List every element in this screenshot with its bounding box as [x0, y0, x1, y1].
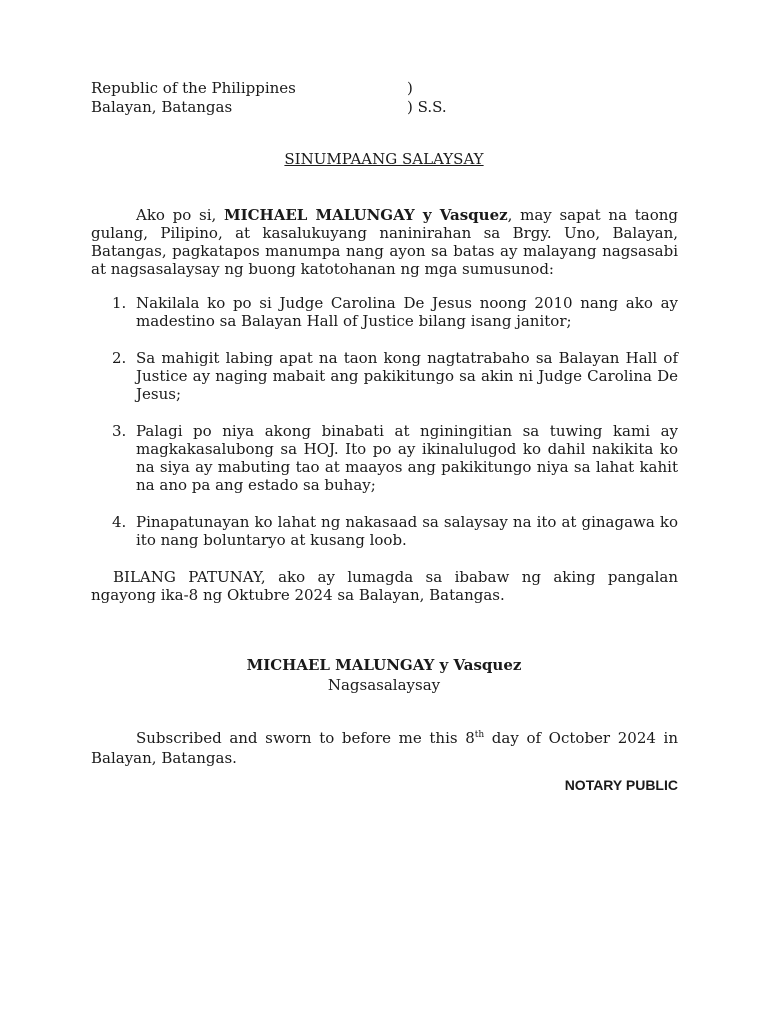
list-item	[91, 294, 678, 330]
list-item	[91, 422, 678, 494]
venue-country-paren: )	[407, 79, 413, 97]
list-item-number: 2.	[112, 349, 127, 367]
attestation-paragraph: BILANG PATUNAY, ako ay lumagda sa ibabaw ng aking pangalan ngayong ika-8 ng Oktubre 2024 sa Balayan, Batangas.	[91, 568, 678, 604]
list-item-number: 3.	[112, 422, 127, 440]
jurat-ordinal-suffix: th	[474, 730, 485, 740]
intro-prefix: Ako po si,	[136, 206, 224, 224]
list-item-number: 4.	[112, 513, 127, 531]
list-item	[91, 513, 678, 549]
list-item-text: Sa mahigit labing apat na taon kong nagtatrabaho sa Balayan Hall of Justice ay naging mabait ang pakikitungo sa akin ni Judge Carolina De Jesus;	[136, 349, 678, 403]
affiant-name-inline: MICHAEL MALUNGAY y Vasquez	[224, 206, 508, 224]
signature-role: Nagsasalaysay	[327, 676, 441, 694]
venue-country: Republic of the Philippines	[91, 79, 296, 97]
notary-public-label: NOTARY PUBLIC	[564, 777, 678, 793]
jurat-paragraph	[91, 728, 678, 768]
document-title: SINUMPAANG SALAYSAY	[284, 150, 484, 168]
intro-suffix: , may sapat na taong gulang, Pilipino, at kasalukuyang naninirahan sa Brgy. Uno, Balayan, Batangas, pagkatapos manumpa nang ayon sa batas ay malayang nagsasabi at nagsasalaysay ng buong katotohanan ng mga sumusunod:	[91, 206, 678, 278]
list-item	[91, 349, 678, 403]
intro-paragraph	[91, 206, 678, 278]
list-item-text: Nakilala ko po si Judge Carolina De Jesus noong 2010 nang ako ay madestino sa Balayan Hall of Justice bilang isang janitor;	[136, 294, 678, 330]
list-item-text: Palagi po niya akong binabati at nginingitian sa tuwing kami ay magkakasalubong sa HOJ. Ito po ay ikinalulugod ko dahil nakikita ko na siya ay mabuting tao at maayos ang pakikitungo niya sa lahat kahit na ano pa ang estado sa buhay;	[136, 422, 678, 494]
venue-city: Balayan, Batangas	[91, 98, 233, 116]
jurat-text-before: Subscribed and sworn to before me this 8	[136, 729, 475, 747]
venue-city-paren: ) S.S.	[407, 98, 447, 116]
list-item-text: Pinapatunayan ko lahat ng nakasaad sa salaysay na ito at ginagawa ko ito nang boluntaryo at kusang loob.	[136, 513, 678, 549]
jurat-text-after: day of October 2024 in Balayan, Batangas.	[91, 729, 678, 767]
list-item-number: 1.	[112, 294, 127, 312]
signature-name: MICHAEL MALUNGAY y Vasquez	[246, 656, 522, 674]
